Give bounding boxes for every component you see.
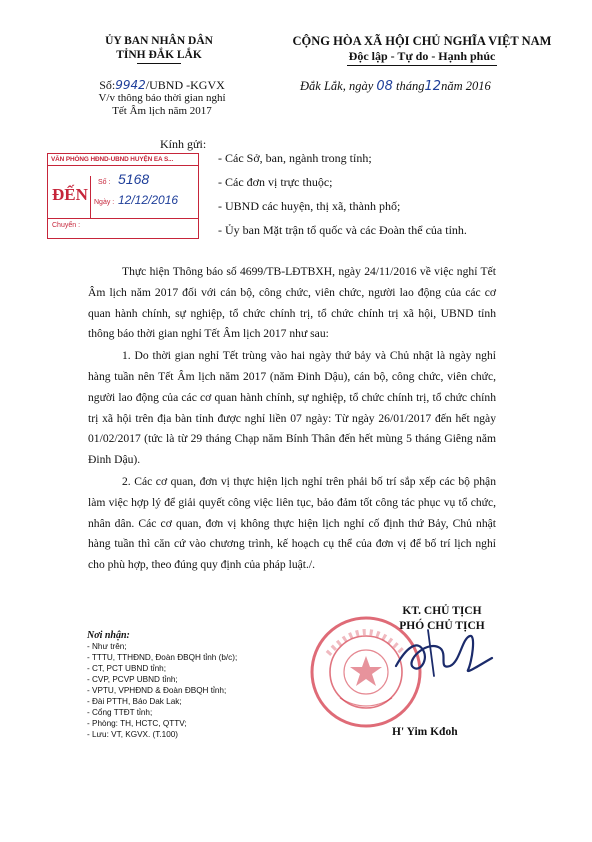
date-day: 08 bbox=[376, 79, 393, 94]
recipient-item: - Các Sở, ban, ngành trong tỉnh; bbox=[218, 151, 372, 165]
stamp-divider-h bbox=[48, 218, 198, 219]
handwritten-signature-icon bbox=[388, 618, 498, 688]
stamp-den-label: ĐẾN bbox=[52, 185, 88, 204]
date-month: 12 bbox=[424, 79, 442, 94]
subject-line-2: Tết Âm lịch năm 2017 bbox=[112, 105, 212, 117]
motto-underline bbox=[347, 65, 497, 66]
subject-line-1: V/v thông báo thời gian nghỉ bbox=[98, 92, 226, 104]
document-body bbox=[88, 262, 496, 577]
document-number bbox=[72, 79, 252, 92]
agency-underline bbox=[137, 63, 181, 64]
distribution-list bbox=[87, 630, 317, 740]
recipient-list bbox=[218, 150, 467, 246]
list-item: - Đài PTTH, Báo Dak Lak; bbox=[87, 697, 182, 706]
list-item: - CVP, PCVP UBND tỉnh; bbox=[87, 675, 178, 684]
received-stamp bbox=[47, 153, 199, 239]
list-item: - Phòng: TH, HCTC, QTTV; bbox=[87, 719, 187, 728]
intro-paragraph: Thực hiện Thông báo số 4699/TB-LĐTBXH, ngày 24/11/2016 về việc nghỉ Tết Âm lịch năm 2017 đối với cán bộ, công chức, viên chức, người lao động của các cơ quan hành chính, sự nghiệp, tổ chức chính trị, tổ chức chính trị xã hội, UBND tỉnh thông báo thời gian nghỉ Tết Âm lịch 2017 như sau: bbox=[88, 265, 496, 341]
recipient-item: - Ủy ban Mặt trận tổ quốc và các Đoàn thể của tỉnh. bbox=[218, 223, 467, 237]
stamp-chuyen-label: Chuyển : bbox=[52, 222, 81, 229]
recipient-item: - UBND các huyện, thị xã, thành phố; bbox=[218, 199, 401, 213]
date-month-label: tháng bbox=[396, 79, 425, 93]
national-title: CỘNG HÒA XÃ HỘI CHỦ NGHĨA VIỆT NAM bbox=[292, 34, 552, 48]
national-motto: Độc lập - Tự do - Hạnh phúc bbox=[348, 49, 496, 63]
list-item: - Lưu: VT, KGVX. (T.100) bbox=[87, 730, 179, 739]
list-item: - VPTU, VPHĐND & Đoàn ĐBQH tỉnh; bbox=[87, 686, 227, 695]
signer-name: H' Yim Kđoh bbox=[392, 726, 458, 738]
province-name: TỈNH ĐẮK LẮK bbox=[116, 49, 202, 61]
number-prefix: Số: bbox=[99, 78, 116, 92]
issuing-agency-header bbox=[84, 34, 234, 64]
stamp-so-label: Số : bbox=[98, 179, 111, 186]
stamp-so-value: 5168 bbox=[118, 171, 150, 187]
paragraph-item-1: 1. Do thời gian nghỉ Tết trùng vào hai ngày thứ bảy và Chủ nhật là ngày nghỉ hàng tuần nên Tết Âm lịch năm 2017 (năm Đinh Dậu), cán bộ, công chức, viên chức, người lao động của các cơ quan hành chính, sự nghiệp, tổ chức chính trị, tổ chức chính trị xã hội trên địa bàn tỉnh được nghỉ liền 07 ngày: Từ ngày 26/01/2017 đến hết ngày 01/02/2017 (tức là từ 29 tháng Chạp năm Bính Thân đến hết mùng 5 tháng Giêng năm Đinh Dậu). bbox=[88, 349, 496, 467]
agency-name: ỦY BAN NHÂN DÂN bbox=[105, 35, 213, 47]
list-item: - Cổng TTĐT tỉnh; bbox=[87, 708, 153, 717]
date-prefix: Đắk Lắk, ngày bbox=[300, 79, 374, 93]
stamp-office: VĂN PHÒNG HĐND-UBND HUYỆN EA S... bbox=[48, 154, 198, 166]
list-item: - TTTU, TTHĐND, Đoàn ĐBQH tỉnh (b/c); bbox=[87, 653, 238, 662]
greeting: Kính gửi: bbox=[160, 137, 207, 151]
issue-date bbox=[300, 79, 491, 94]
stamp-ngay-value: 12/12/2016 bbox=[118, 193, 179, 207]
date-year: năm 2016 bbox=[441, 79, 491, 93]
national-header bbox=[262, 34, 582, 66]
number-handwritten: 9942 bbox=[115, 78, 146, 92]
list-item: - CT, PCT UBND tỉnh; bbox=[87, 664, 167, 673]
document-number-block bbox=[72, 79, 252, 118]
paragraph-item-2: 2. Các cơ quan, đơn vị thực hiện lịch nghỉ trên phải bố trí sắp xếp các bộ phận làm việc hợp lý để giải quyết công việc liên tục, bảo đảm tốt công tác phục vụ tổ chức, nhân dân. Các cơ quan, đơn vị không thực hiện lịch nghỉ cố định thứ Bảy, Chủ nhật hàng tuần thì căn cứ vào chương trình, kế hoạch cụ thể của đơn vị để bố trí lịch nghỉ cho phù hợp, theo đúng quy định của pháp luật./. bbox=[88, 474, 496, 572]
distribution-title: Nơi nhận: bbox=[87, 630, 130, 641]
signature-title-1: KT. CHỦ TỊCH bbox=[402, 605, 482, 617]
number-suffix: /UBND -KGVX bbox=[145, 78, 225, 92]
stamp-ngay-label: Ngày : bbox=[94, 199, 115, 206]
recipient-item: - Các đơn vị trực thuộc; bbox=[218, 175, 333, 189]
stamp-divider bbox=[90, 176, 91, 218]
signature-title-2: PHÓ CHỦ TỊCH bbox=[399, 620, 485, 632]
list-item: - Như trên; bbox=[87, 642, 127, 651]
